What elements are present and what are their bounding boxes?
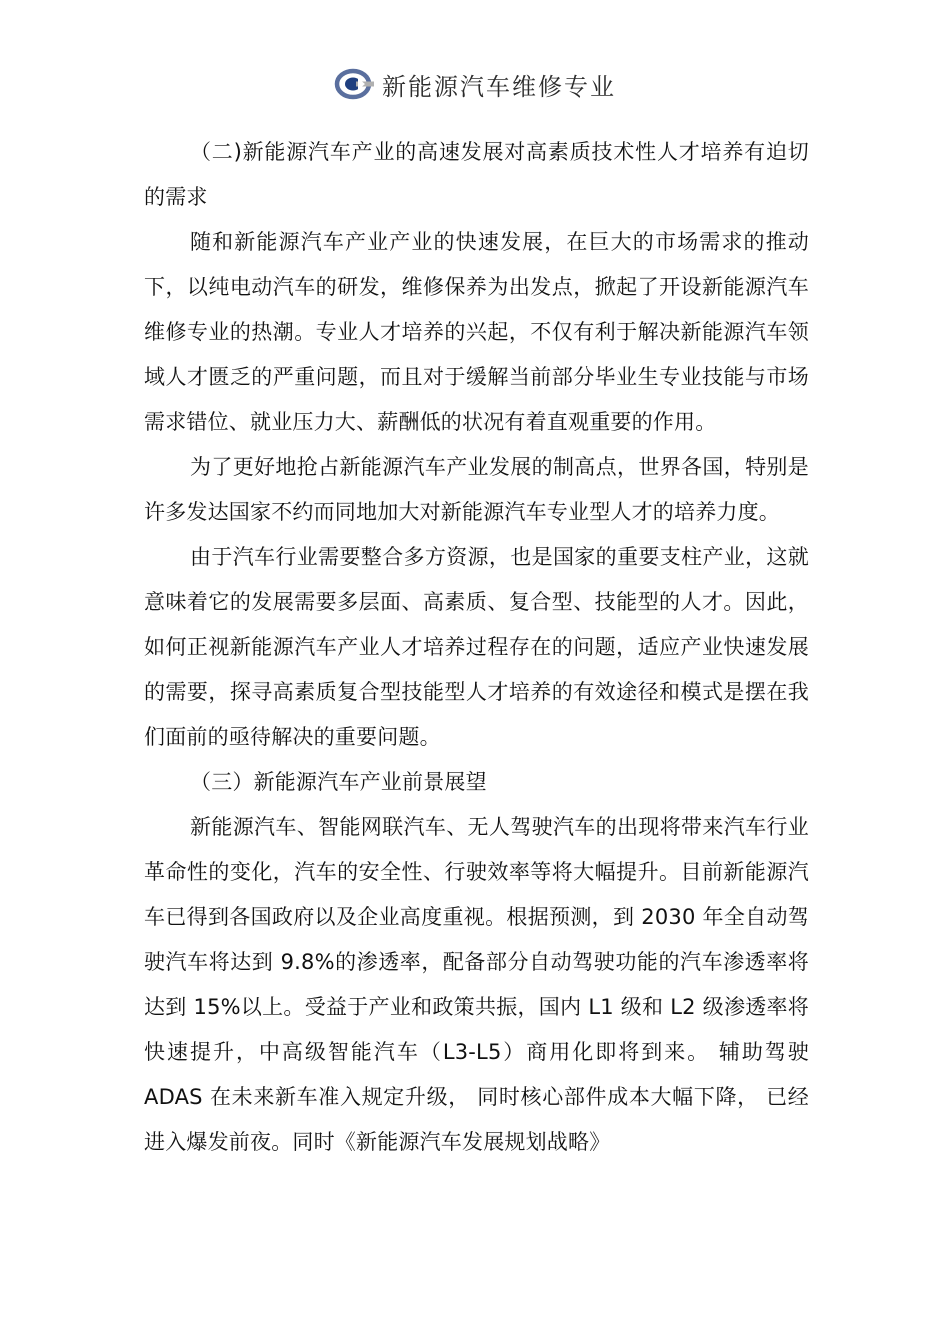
paragraph-industry-resources: 由于汽车行业需要整合多方资源，也是国家的重要支柱产业，这就意味着它的发展需要多层面、高素质、复合型、技能型的人才。因此，如何正视新能源汽车产业人才培养过程存在的问题，适应产业快速发展的需要，探寻高素质复合型技能型人才培养的有效途径和模式是摆在我们面前的亟待解决的重要问题。 xyxy=(144,545,809,749)
paragraph-global-competition: 为了更好地抢占新能源汽车产业发展的制高点，世界各国，特别是许多发达国家不约而同地加大对新能源汽车专业型人才的培养力度。 xyxy=(144,455,809,524)
section-heading-three: （三）新能源汽车产业前景展望 xyxy=(190,770,487,794)
company-logo-icon xyxy=(334,67,376,101)
paragraph-talent-demand: 随和新能源汽车产业产业的快速发展，在巨大的市场需求的推动下，以纯电动汽车的研发，维修保养为出发点，掀起了开设新能源汽车维修专业的热潮。专业人才培养的兴起，不仅有利于解决新能源汽车领域人才匮乏的严重问题，而且对于缓解当前部分毕业生专业技能与市场需求错位、就业压力大、薪酬低的状况有着直观重要的作用。 xyxy=(144,230,809,434)
header-title: 新能源汽车维修专业 xyxy=(382,72,616,101)
header-inner xyxy=(334,67,616,102)
page-header xyxy=(0,64,950,104)
paragraph-industry-outlook: 新能源汽车、智能网联汽车、无人驾驶汽车的出现将带来汽车行业革命性的变化，汽车的安全性、行驶效率等将大幅提升。目前新能源汽车已得到各国政府以及企业高度重视。根据预测，到 2030 年全自动驾驶汽车将达到 9.8%的渗透率，配备部分自动驾驶功能的汽车渗透率将达到 15%以上。受益于产业和政策共振，国内 L1 级和 L2 级渗透率将快速提升，中高级智能汽车（L3-L5）商用化即将到来。 辅助驾驶 ADAS 在未来新车准入规定升级， 同时核心部件成本大幅下降， 已经进入爆发前夜。同时《新能源汽车发展规划战略》 xyxy=(144,815,809,1154)
section-heading-two: （二)新能源汽车产业的高速发展对高素质技术性人才培养有迫切的需求 xyxy=(144,140,809,209)
document-body xyxy=(144,130,809,1165)
